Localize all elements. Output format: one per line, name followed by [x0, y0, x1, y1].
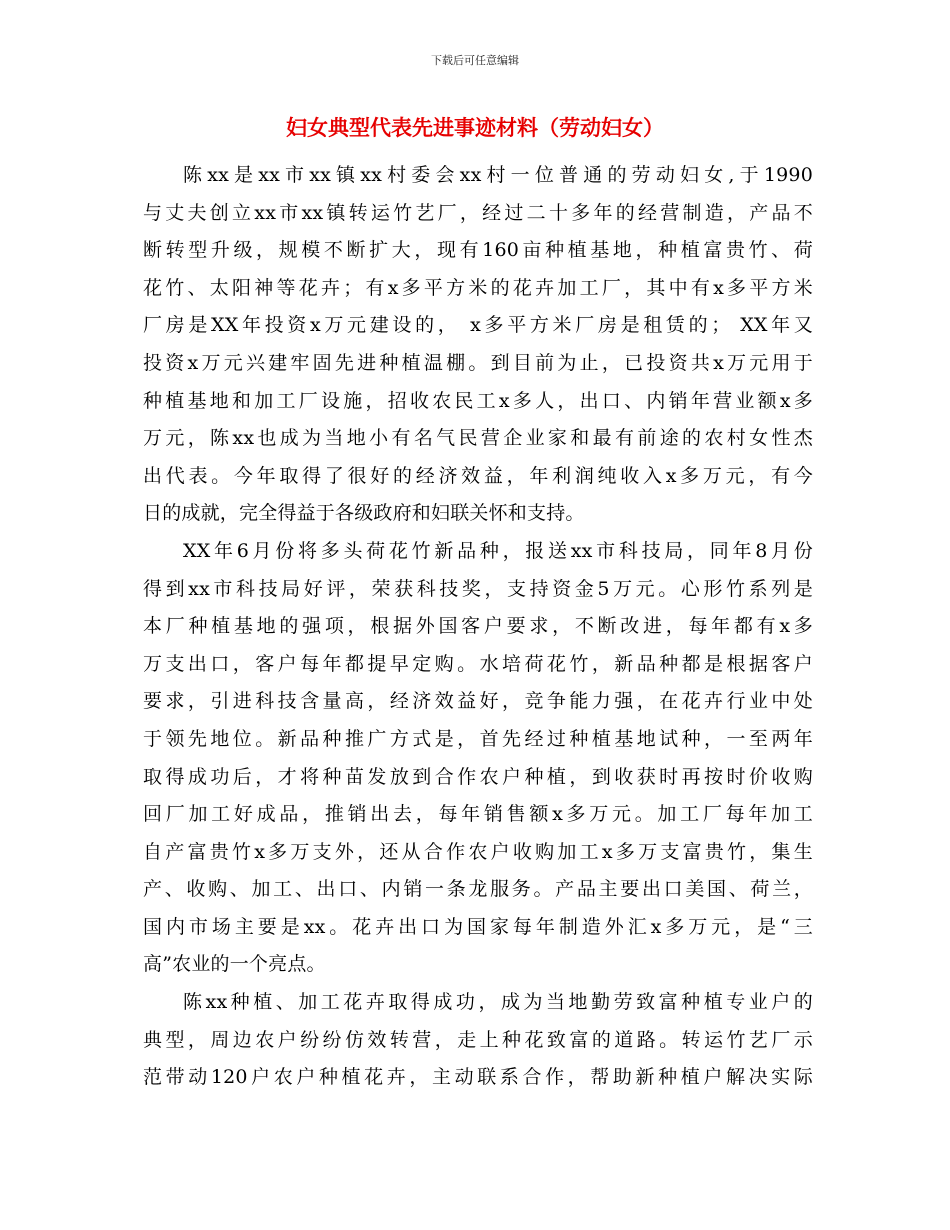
- body-text-line: 万支出口，客户每年都提早定购。水培荷花竹，新品种都是根据客户: [143, 652, 813, 675]
- page-header-note: 下载后可任意编辑: [431, 54, 519, 67]
- document-title: 妇女典型代表先进事迹材料（劳动妇女）: [286, 115, 664, 140]
- body-text-line: 厂房是XX年投资x万元建设的， x多平方米厂房是租赁的； XX年又: [143, 314, 813, 337]
- body-text-line: 花竹、太阳神等花卉；有x多平方米的花卉加工厂，其中有x多平方米: [143, 276, 813, 299]
- document-body: [143, 157, 813, 1097]
- body-text-line: 典型，周边农户纷纷仿效转营，走上种花致富的道路。转运竹艺厂示: [143, 1028, 813, 1051]
- body-text-line: 陈xx种植、加工花卉取得成功，成为当地勤劳致富种植专业户的: [183, 991, 813, 1014]
- body-text-line: 日的成就，完全得益于各级政府和妇联关怀和支持。: [143, 502, 585, 525]
- body-text-line: 取得成功后，才将种苗发放到合作农户种植，到收获时再按时价收购: [143, 765, 813, 788]
- body-text-line: 高”农业的一个亮点。: [143, 953, 326, 976]
- body-text-line: 投资x万元兴建牢固先进种植温棚。到目前为止，已投资共x万元用于: [143, 351, 813, 374]
- body-text-line: 本厂种植基地的强项，根据外国客户要求，不断改进，每年都有x多: [143, 615, 813, 638]
- body-text-line: XX年6月份将多头荷花竹新品种，报送xx市科技局，同年8月份: [183, 539, 813, 562]
- body-text-line: 万元，陈xx也成为当地小有名气民营企业家和最有前途的农村女性杰: [143, 427, 813, 450]
- body-text-line: 于领先地位。新品种推广方式是，首先经过种植基地试种，一至两年: [143, 727, 813, 750]
- body-text-line: 断转型升级，规模不断扩大，现有160亩种植基地，种植富贵竹、荷: [143, 239, 813, 262]
- body-text-line: 出代表。今年取得了很好的经济效益，年利润纯收入x多万元，有今: [143, 464, 813, 487]
- body-text-line: 种植基地和加工厂设施，招收农民工x多人，出口、内销年营业额x多: [143, 389, 813, 412]
- body-text-line: 范带动120户农户种植花卉，主动联系合作，帮助新种植户解决实际: [143, 1066, 813, 1089]
- body-text-line: 要求，引进科技含量高，经济效益好，竞争能力强，在花卉行业中处: [143, 690, 813, 713]
- body-text-line: 得到xx市科技局好评，荣获科技奖，支持资金5万元。心形竹系列是: [143, 577, 813, 600]
- body-text-line: 自产富贵竹x多万支外，还从合作农户收购加工x多万支富贵竹，集生: [143, 840, 813, 863]
- body-text-line: 回厂加工好成品，推销出去，每年销售额x多万元。加工厂每年加工: [143, 803, 813, 826]
- body-text-line: 国内市场主要是xx。花卉出口为国家每年制造外汇x多万元，是“三: [143, 915, 813, 938]
- body-text-line: 产、收购、加工、出口、内销一条龙服务。产品主要出口美国、荷兰，: [143, 878, 813, 901]
- body-text-line: 陈xx是xx市xx镇xx村委会xx村一位普通的劳动妇女,于1990: [183, 164, 813, 186]
- body-text-line: 与丈夫创立xx市xx镇转运竹艺厂，经过二十多年的经营制造，产品不: [143, 201, 813, 224]
